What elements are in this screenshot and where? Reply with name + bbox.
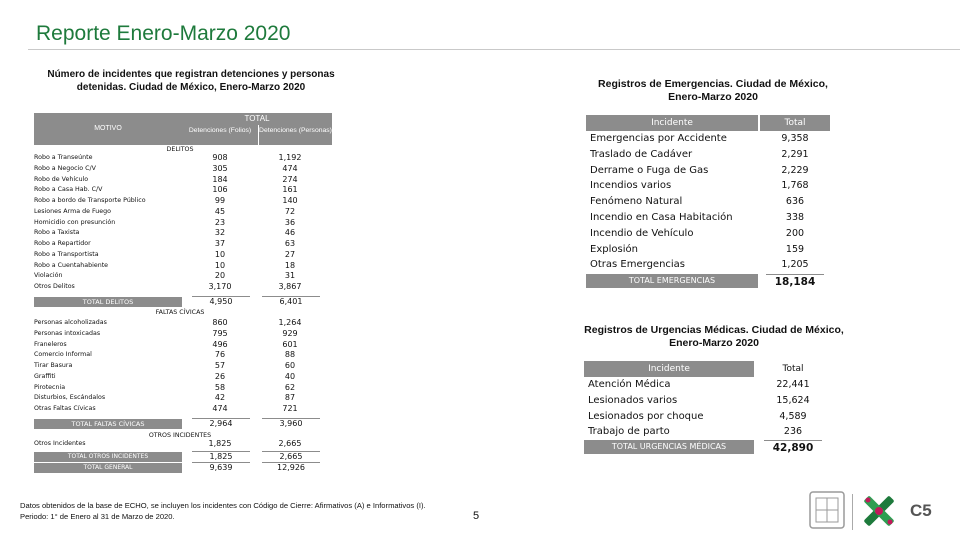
urgencia-item-label: Lesionados por choque [588, 410, 704, 422]
delito-row-personas: 161 [282, 185, 298, 195]
faltas-labels [34, 318, 184, 415]
emergencia-item-label: Otras Emergencias [590, 259, 686, 271]
delito-row-folios: 10 [214, 260, 226, 270]
total-general-v1: 9,639 [192, 462, 250, 473]
emergencias-total-label: TOTAL EMERGENCIAS [586, 274, 758, 288]
otros-row-personas: 2,665 [278, 439, 302, 448]
page-title: Reporte Enero-Marzo 2020 [36, 22, 291, 45]
delito-row-personas: 63 [284, 239, 296, 248]
delito-row-folios: 10 [214, 249, 226, 259]
delito-row-label: Violación [34, 272, 63, 280]
delito-row-personas: 1,192 [278, 153, 302, 162]
footer-line-2: Periodo: 1° de Enero al 31 de Marzo de 2020. [20, 512, 175, 521]
delito-row-folios: 106 [212, 185, 228, 195]
total-otros-label: TOTAL OTROS INCIDENTES [34, 452, 182, 462]
delito-row-personas: 31 [284, 271, 296, 281]
footer-note [20, 500, 426, 522]
motivo-header: MOTIVO [34, 113, 182, 145]
falta-row-label: Personas alcoholizadas [34, 319, 107, 326]
falta-row-personas: 62 [284, 382, 296, 392]
delito-row-folios: 305 [212, 163, 228, 173]
emergencia-item-value: 159 [785, 243, 805, 255]
falta-row-personas: 1,264 [278, 318, 302, 327]
delito-row-label: Robo a Repartidor [34, 240, 91, 247]
delito-row-personas: 3,867 [278, 282, 302, 291]
delito-row-label: Robo a Taxista [34, 229, 80, 237]
delito-row-personas: 36 [284, 217, 296, 227]
urgencias-incidente-header: Incidente [584, 361, 754, 377]
emergencia-item-value: 200 [785, 227, 805, 239]
total-delitos-v2: 6,401 [262, 296, 320, 307]
delito-row-folios: 3,170 [208, 282, 232, 291]
divider-line [852, 494, 853, 530]
total-faltas-label: TOTAL FALTAS CÍVICAS [34, 419, 182, 429]
delito-row-folios: 20 [214, 271, 226, 281]
falta-row-folios: 860 [212, 318, 228, 327]
delito-row-label: Robo a Negocio C/V [34, 164, 96, 172]
total-header: TOTAL [182, 113, 332, 125]
otros-labels [34, 439, 184, 450]
delito-row-label: Otros Delitos [34, 283, 75, 290]
emergencia-item-label: Fenómeno Natural [590, 196, 683, 208]
delito-row-label: Lesiones Arma de Fuego [34, 207, 111, 215]
urgencia-item-label: Lesionados varios [588, 394, 678, 406]
footer-line-1: Datos obtenidos de la base de ECHO, se incluyen los incidentes con Código de Cierre: Afirmativos (A) e Informativos (I). [20, 501, 426, 510]
urgencias-total-header: Total [758, 361, 828, 377]
total-faltas-v2: 3,960 [262, 418, 320, 429]
delito-row-label: Robo a Transportista [34, 250, 99, 258]
emergencia-item-label: Incendio en Casa Habitación [590, 211, 733, 223]
total-general-label: TOTAL GENERAL [34, 463, 182, 473]
emergencias-items [590, 131, 760, 273]
falta-row-folios: 795 [212, 328, 228, 338]
falta-row-personas: 88 [284, 350, 296, 360]
delito-row-folios: 184 [212, 174, 228, 184]
page-number: 5 [473, 510, 480, 522]
emergencia-item-value: 2,291 [781, 148, 809, 160]
falta-row-personas: 40 [284, 371, 296, 381]
emergencia-item-value: 2,229 [781, 164, 809, 176]
urgencia-item-value: 236 [783, 426, 803, 438]
falta-row-folios: 496 [212, 339, 228, 349]
emergencia-item-label: Derrame o Fuga de Gas [590, 164, 709, 176]
emergencia-item-value: 1,205 [781, 259, 809, 271]
falta-row-label: Tirar Basura [34, 362, 73, 369]
delito-row-folios: 908 [212, 153, 228, 162]
falta-row-label: Personas intoxicadas [34, 329, 101, 337]
delito-row-folios: 37 [214, 239, 226, 248]
urgencia-item-label: Trabajo de parto [588, 426, 670, 438]
delito-row-label: Robo a Cuentahabiente [34, 261, 109, 269]
urgencia-item-value: 15,624 [776, 394, 810, 406]
total-delitos-v1: 4,950 [192, 296, 250, 307]
total-faltas-v1: 2,964 [192, 418, 250, 429]
falta-row-label: Franeleros [34, 340, 67, 348]
falta-row-label: Pirotecnia [34, 383, 66, 391]
detenciones-title: Número de incidentes que registran detenciones y personas detenidas. Ciudad de México, Enero-Marzo 2020 [47, 69, 335, 93]
delito-row-folios: 32 [214, 228, 226, 238]
delito-row-personas: 27 [284, 249, 296, 259]
falta-row-folios: 42 [214, 393, 226, 403]
emergencias-total-value: 18,184 [766, 274, 824, 289]
delitos-labels [34, 153, 184, 293]
urgencia-item-label: Atención Médica [588, 379, 671, 390]
delito-row-folios: 23 [214, 217, 226, 227]
title-divider [28, 49, 960, 50]
emergencia-item-value: 9,358 [781, 133, 809, 144]
falta-row-label: Otras Faltas Cívicas [34, 405, 96, 412]
urgencias-total-label: TOTAL URGENCIAS MÉDICAS [584, 440, 754, 454]
delito-row-personas: 46 [284, 228, 296, 238]
otros-row-folios: 1,825 [208, 439, 232, 448]
urgencias-values [764, 377, 822, 440]
total-otros-v2: 2,665 [262, 451, 320, 462]
emergencias-total-header: Total [760, 115, 830, 131]
delito-row-personas: 474 [282, 163, 298, 173]
delito-row-label: Homicidio con presunción [34, 218, 116, 226]
falta-row-label: Comercio Informal [34, 351, 92, 359]
faltas-col1 [200, 318, 240, 415]
emergencia-item-label: Incendios varios [590, 180, 672, 192]
urgencias-total-value: 42,890 [764, 440, 822, 455]
delito-row-label: Robo a Transeúnte [34, 154, 93, 161]
falta-row-folios: 26 [214, 371, 226, 381]
delito-row-label: Robo a Casa Hab. C/V [34, 186, 103, 194]
col-personas-header: Detenciones (Personas) [258, 125, 332, 145]
total-general-v2: 12,926 [262, 462, 320, 473]
falta-row-label: Disturbios, Escándalos [34, 394, 106, 402]
emergencia-item-label: Incendio de Vehículo [590, 227, 694, 239]
falta-row-personas: 601 [282, 339, 298, 349]
delito-row-folios: 99 [214, 196, 226, 205]
cdmx-x-logo [858, 490, 900, 532]
delito-row-personas: 140 [282, 196, 298, 205]
otros-section-label: OTROS INCIDENTES [148, 432, 212, 439]
falta-row-folios: 474 [212, 404, 228, 413]
total-otros-v1: 1,825 [192, 451, 250, 462]
emergencias-values [766, 131, 824, 273]
delito-row-label: Robo a bordo de Transporte Público [34, 197, 146, 204]
delito-row-personas: 72 [284, 206, 296, 216]
emergencia-item-label: Traslado de Cadáver [590, 148, 693, 160]
delito-row-personas: 274 [282, 174, 298, 184]
delitos-section-label: DELITOS [166, 146, 194, 153]
emergencia-item-label: Emergencias por Accidente [590, 133, 727, 144]
falta-row-folios: 76 [214, 350, 226, 360]
delito-row-label: Robo de Vehículo [34, 175, 89, 183]
otros-col2 [270, 439, 310, 450]
emergencia-item-label: Explosión [590, 243, 638, 255]
faltas-section-label: FALTAS CÍVICAS [155, 309, 205, 316]
delitos-col1 [200, 153, 240, 293]
urgencias-title: Registros de Urgencias Médicas. Ciudad de México, Enero-Marzo 2020 [584, 324, 844, 349]
emergencia-item-value: 1,768 [781, 180, 809, 192]
otros-row-label: Otros Incidentes [34, 440, 86, 447]
emergencia-item-value: 636 [785, 196, 805, 208]
falta-row-personas: 60 [284, 361, 296, 370]
total-delitos-label: TOTAL DELITOS [34, 297, 182, 307]
cdmx-seal-logo [808, 490, 846, 530]
otros-col1 [200, 439, 240, 450]
c5-logo-text: C5 [910, 501, 932, 520]
emergencias-title: Registros de Emergencias. Ciudad de México, Enero-Marzo 2020 [598, 78, 828, 103]
urgencia-item-value: 4,589 [779, 410, 807, 422]
emergencia-item-value: 338 [785, 211, 805, 223]
falta-row-label: Graffiti [34, 372, 56, 380]
falta-row-folios: 58 [214, 382, 226, 392]
faltas-col2 [270, 318, 310, 415]
col-folios-header: Detenciones (Folios) [182, 125, 258, 145]
falta-row-folios: 57 [214, 361, 226, 370]
falta-row-personas: 929 [282, 328, 298, 338]
delitos-col2 [270, 153, 310, 293]
delito-row-personas: 18 [284, 260, 296, 270]
falta-row-personas: 87 [284, 393, 296, 403]
delito-row-folios: 45 [214, 206, 226, 216]
emergencias-incidente-header: Incidente [586, 115, 758, 131]
falta-row-personas: 721 [282, 404, 298, 413]
urgencias-items [588, 377, 758, 440]
urgencia-item-value: 22,441 [776, 379, 810, 390]
